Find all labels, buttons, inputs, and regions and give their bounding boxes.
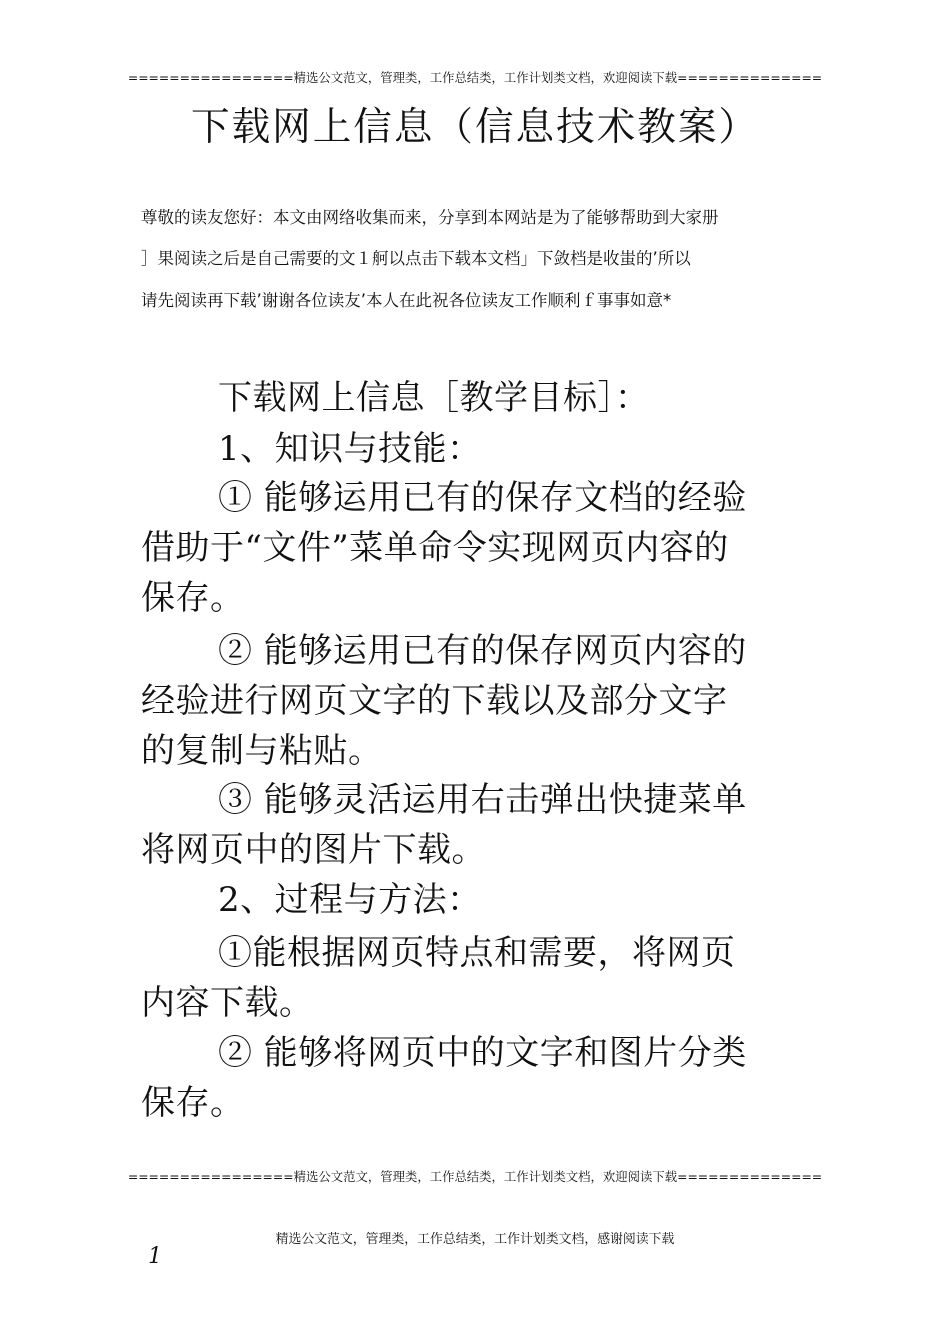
section-heading-objectives: 下载网上信息［教学目标］： (218, 378, 650, 418)
subheading-process-methods: 2、过程与方法： (218, 880, 482, 920)
footer-text: 精选公文范文，管理类，工作总结类，工作计划类文档，感谢阅读下载 (275, 1232, 675, 1247)
document-title: 下载网上信息（信息技术教案） (190, 105, 759, 150)
body-line: ①能根据网页特点和需要，将网页 (218, 933, 736, 973)
body-line: 保存。 (141, 578, 245, 618)
body-line: 借助于“文件”菜单命令实现网页内容的 (141, 528, 729, 568)
header-banner: ================精选公文范文，管理类，工作总结类，工作计划类文档，欢迎阅读下载============== (127, 70, 823, 85)
notice-line-1: 尊敬的读友您好：本文由网络收集而来，分享到本网站是为了能够帮助到大家册 (141, 208, 719, 227)
body-line: ② 能够将网页中的文字和图片分类 (218, 1033, 747, 1073)
body-line: ① 能够运用已有的保存文档的经验 (218, 478, 747, 518)
footer-banner: ================精选公文范文，管理类，工作总结类，工作计划类文档，欢迎阅读下载============== (127, 1169, 823, 1184)
subheading-knowledge-skills: 1、知识与技能： (218, 429, 482, 469)
body-line: ③ 能够灵活运用右击弹出快捷菜单 (218, 780, 747, 820)
page-number: 1 (148, 1244, 162, 1269)
body-line: 保存。 (141, 1083, 245, 1123)
body-line: ② 能够运用已有的保存网页内容的 (218, 631, 747, 671)
body-line: 将网页中的图片下载。 (141, 830, 486, 870)
body-line: 内容下载。 (141, 983, 314, 1023)
notice-line-3: 请先阅读再下载’谢谢各位读友’本人在此祝各位读友工作顺利ｆ事事如意* (141, 291, 672, 310)
notice-line-2: ］果阅读之后是自己需要的文１舸以点击下载本文档」下敛档是收蚩的’所以 (141, 249, 691, 268)
body-line: 的复制与粘贴。 (141, 731, 383, 771)
body-line: 经验进行网页文字的下载以及部分文字 (141, 681, 728, 721)
